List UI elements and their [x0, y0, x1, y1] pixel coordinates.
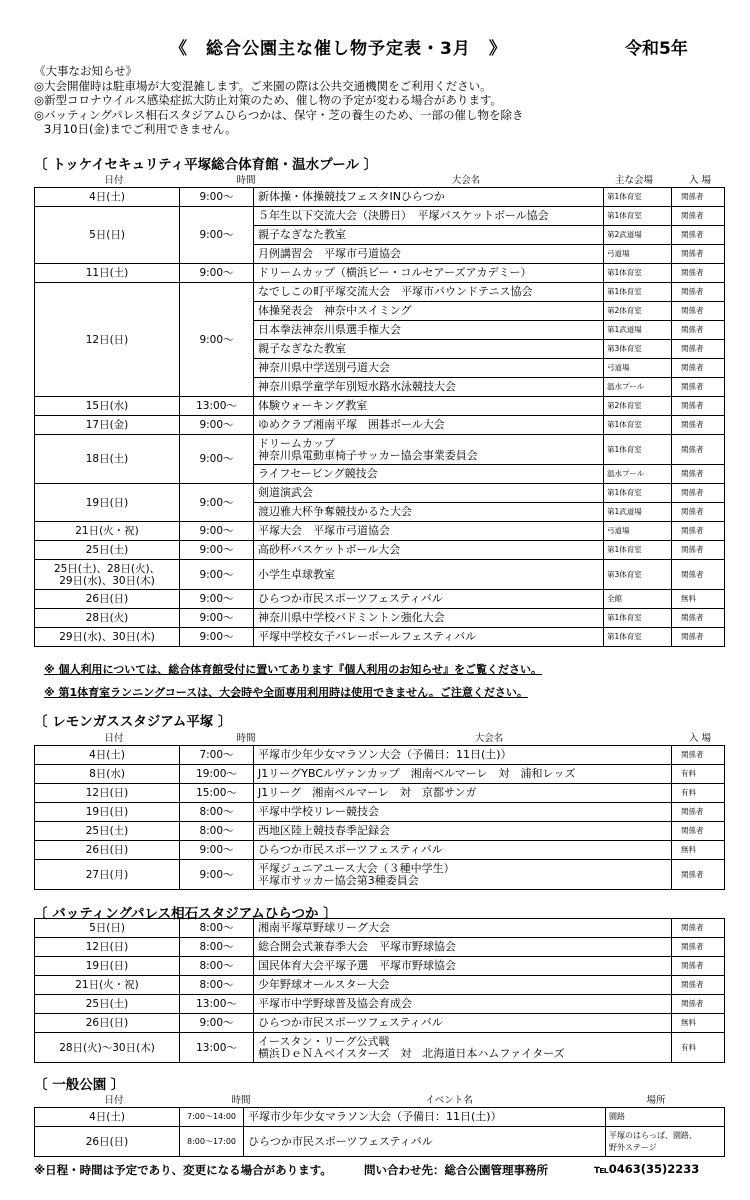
table-row	[35, 995, 725, 1014]
col-time: 時間	[231, 1095, 251, 1106]
time-cell: 8:00～	[180, 976, 254, 995]
venue-cell: 第2体育室	[604, 302, 672, 321]
col-event: イベント名	[425, 1095, 473, 1106]
event-name-cell: 体験ウォーキング教室	[254, 397, 604, 416]
admission-cell: 関係者	[672, 995, 725, 1014]
venue-cell: 第1体育室	[604, 283, 672, 302]
admission-cell: 関係者	[672, 321, 725, 340]
date-cell: 18日(土)	[35, 435, 180, 484]
time-cell: 9:00～	[180, 560, 254, 590]
gym-schedule-table	[34, 187, 725, 647]
title-bar	[0, 34, 750, 58]
event-name-cell: 神奈川県中学送別弓道大会	[254, 359, 604, 378]
col-event: 大会名	[451, 175, 481, 186]
time-cell: 9:00～	[180, 541, 254, 560]
event-name-cell: ゆめクラブ湘南平塚 囲碁ボール大会	[254, 416, 604, 435]
event-name-cell: 平塚ジュニアユース大会（３種中学生） 平塚市サッカー協会第3種委員会	[254, 860, 672, 890]
table-row	[35, 560, 725, 590]
admission-cell: 関係者	[672, 522, 725, 541]
date-cell: 26日(日)	[35, 1014, 180, 1033]
table-row	[35, 188, 725, 207]
date-cell: 19日(日)	[35, 957, 180, 976]
venue-cell: 第1体育室	[604, 264, 672, 283]
date-cell: 8日(水)	[35, 765, 180, 784]
event-name-cell: 新体操・体操競技フェスタINひらつか	[254, 188, 604, 207]
notice-line: ◎大会開催時は駐車場が大変混雑します。ご来園の際は公共交通機関をご利用ください。	[34, 78, 492, 93]
notice-line: ◎バッティングパレス相石スタジアムひらつかは、保守・芝の養生のため、一部の催し物を除き	[34, 107, 524, 122]
table-row	[35, 1108, 725, 1127]
admission-cell: 関係者	[672, 264, 725, 283]
venue-cell: 第2武道場	[604, 226, 672, 245]
admission-cell: 有料	[672, 1033, 725, 1063]
lemon-schedule-table	[34, 745, 725, 890]
time-cell: 9:00～	[180, 841, 254, 860]
event-name-cell: 湘南平塚草野球リーグ大会	[254, 919, 672, 938]
col-admission: 入 場	[688, 175, 712, 186]
venue-cell: 第1体育室	[604, 609, 672, 628]
table-row	[35, 1127, 725, 1157]
footer-tel: ℡0463(35)2233	[594, 1162, 700, 1176]
table-row	[35, 765, 725, 784]
date-cell: 25日(土)	[35, 541, 180, 560]
admission-cell: 関係者	[672, 628, 725, 647]
venue-cell: 第1体育室	[604, 541, 672, 560]
event-name-cell: 日本拳法神奈川県選手権大会	[254, 321, 604, 340]
venue-cell: 第1体育室	[604, 484, 672, 503]
table-row	[35, 919, 725, 938]
time-cell: 8:00～	[180, 938, 254, 957]
date-cell: 12日(日)	[35, 283, 180, 397]
time-cell: 9:00～	[180, 264, 254, 283]
admission-cell: 関係者	[672, 609, 725, 628]
time-cell: 9:00～	[180, 435, 254, 484]
event-name-cell: 少年野球オールスター大会	[254, 976, 672, 995]
event-name-cell: ひらつか市民スポーツフェスティバル	[254, 1014, 672, 1033]
event-name-cell: 平塚市少年少女マラソン大会（予備日：11日(土)）	[254, 746, 672, 765]
table-row	[35, 822, 725, 841]
venue-cell: 第3体育室	[604, 560, 672, 590]
admission-cell: 関係者	[672, 416, 725, 435]
table-row	[35, 590, 725, 609]
admission-cell: 関係者	[672, 465, 725, 484]
gym-note-2: ※ 第1体育室ランニングコースは、大会時や全面専用利用時は使用できません。ご注意ください。	[44, 686, 528, 699]
park-schedule-table	[34, 1107, 725, 1157]
footer-contact: 問い合わせ先：総合公園管理事務所	[364, 1163, 548, 1177]
admission-cell: 関係者	[672, 560, 725, 590]
col-time: 時間	[236, 733, 256, 744]
time-cell: 13:00～	[180, 995, 254, 1014]
table-row	[35, 976, 725, 995]
event-name-cell: 小学生卓球教室	[254, 560, 604, 590]
admission-cell: 関係者	[672, 503, 725, 522]
time-cell: 9:00～	[180, 283, 254, 397]
venue-cell: 温水プール	[604, 465, 672, 484]
time-cell: 9:00～	[180, 590, 254, 609]
lemon-section-heading: 〔 レモンガススタジアム平塚 〕	[34, 714, 232, 730]
col-date: 日付	[104, 1095, 124, 1106]
time-cell: 19:00～	[180, 765, 254, 784]
col-event: 大会名	[474, 733, 504, 744]
time-cell: 9:00～	[180, 1014, 254, 1033]
venue-cell: 第1体育室	[604, 628, 672, 647]
admission-cell: 関係者	[672, 359, 725, 378]
date-cell: 25日(土)	[35, 995, 180, 1014]
event-name-cell: 平塚市少年少女マラソン大会（予備日：11日(土)）	[244, 1108, 606, 1127]
table-row	[35, 207, 725, 226]
event-name-cell: 月例講習会 平塚市弓道協会	[254, 245, 604, 264]
table-row	[35, 1014, 725, 1033]
place-cell: 平塚のはらっぱ、園路、 野外ステージ	[606, 1127, 725, 1157]
date-cell: 15日(水)	[35, 397, 180, 416]
date-cell: 4日(土)	[35, 746, 180, 765]
footer-note: ※日程・時間は予定であり、変更になる場合があります。	[34, 1163, 332, 1177]
event-name-cell: ドリームカップ 神奈川県電動車椅子サッカー協会事業委員会	[254, 435, 604, 465]
table-row	[35, 484, 725, 503]
table-row	[35, 746, 725, 765]
date-cell: 29日(水)、30日(木)	[35, 628, 180, 647]
event-name-cell: 国民体育大会平塚予選 平塚市野球協会	[254, 957, 672, 976]
venue-cell: 第1体育室	[604, 416, 672, 435]
time-cell: 7:00～14:00	[180, 1108, 244, 1127]
col-admission: 入 場	[688, 733, 712, 744]
date-cell: 21日(火・祝)	[35, 522, 180, 541]
page-title: 《 総合公園主な催し物予定表・3月 》	[170, 39, 507, 59]
venue-cell: 第3体育室	[604, 340, 672, 359]
venue-cell: 第1体育室	[604, 435, 672, 465]
admission-cell: 関係者	[672, 226, 725, 245]
admission-cell: 関係者	[672, 822, 725, 841]
date-cell: 5日(日)	[35, 919, 180, 938]
event-name-cell: 総合開会式兼春季大会 平塚市野球協会	[254, 938, 672, 957]
admission-cell: 関係者	[672, 976, 725, 995]
admission-cell: 関係者	[672, 378, 725, 397]
venue-cell: 弓道場	[604, 245, 672, 264]
venue-cell: 第1体育室	[604, 207, 672, 226]
time-cell: 9:00～	[180, 484, 254, 522]
venue-cell: 弓道場	[604, 522, 672, 541]
col-place: 場所	[646, 1095, 666, 1106]
time-cell: 9:00～	[180, 609, 254, 628]
table-row	[35, 283, 725, 302]
event-name-cell: ひらつか市民スポーツフェスティバル	[254, 590, 604, 609]
admission-cell: 関係者	[672, 919, 725, 938]
admission-cell: 関係者	[672, 283, 725, 302]
admission-cell: 関係者	[672, 340, 725, 359]
time-cell: 9:00～	[180, 522, 254, 541]
venue-cell: 弓道場	[604, 359, 672, 378]
time-cell: 8:00～	[180, 919, 254, 938]
event-name-cell: ライフセービング競技会	[254, 465, 604, 484]
event-name-cell: 親子なぎなた教室	[254, 226, 604, 245]
event-name-cell: 平塚中学校リレー競技会	[254, 803, 672, 822]
table-row	[35, 628, 725, 647]
time-cell: 8:00～	[180, 822, 254, 841]
admission-cell: 関係者	[672, 188, 725, 207]
time-cell: 9:00～	[180, 628, 254, 647]
footer	[34, 1162, 700, 1178]
table-row	[35, 1033, 725, 1063]
time-cell: 13:00～	[180, 1033, 254, 1063]
event-name-cell: J1リーグ 湘南ベルマーレ 対 京都サンガ	[254, 784, 672, 803]
event-name-cell: 体操発表会 神奈中スイミング	[254, 302, 604, 321]
table-row	[35, 264, 725, 283]
venue-cell: 第1武道場	[604, 321, 672, 340]
admission-cell: 無料	[672, 1014, 725, 1033]
date-cell: 26日(日)	[35, 590, 180, 609]
admission-cell: 関係者	[672, 803, 725, 822]
time-cell: 9:00～	[180, 207, 254, 264]
admission-cell: 関係者	[672, 957, 725, 976]
date-cell: 17日(金)	[35, 416, 180, 435]
event-name-cell: 西地区陸上競技春季記録会	[254, 822, 672, 841]
time-cell: 15:00～	[180, 784, 254, 803]
table-row	[35, 841, 725, 860]
gym-section-heading: 〔 トッケイセキュリティ平塚総合体育館・温水プール 〕	[34, 157, 378, 173]
time-cell: 8:00～	[180, 957, 254, 976]
date-cell: 12日(日)	[35, 784, 180, 803]
event-name-cell: 神奈川県中学校バドミントン強化大会	[254, 609, 604, 628]
admission-cell: 関係者	[672, 435, 725, 465]
event-name-cell: イースタン・リーグ公式戦 横浜ＤｅＮＡベイスターズ 対 北海道日本ハムファイターズ	[254, 1033, 672, 1063]
table-row	[35, 435, 725, 465]
time-cell: 13:00～	[180, 397, 254, 416]
gym-note-1: ※ 個人利用については、総合体育館受付に置いてあります『個人利用のお知らせ』をご覧ください。	[44, 663, 542, 676]
era-label: 令和5年	[625, 39, 688, 59]
admission-cell: 有料	[672, 784, 725, 803]
event-name-cell: 高砂杯バスケットボール大会	[254, 541, 604, 560]
col-date: 日付	[104, 175, 124, 186]
date-cell: 19日(日)	[35, 803, 180, 822]
place-cell: 園路	[606, 1108, 725, 1127]
date-cell: 4日(土)	[35, 188, 180, 207]
table-row	[35, 860, 725, 890]
important-notice	[34, 64, 734, 137]
date-cell: 21日(火・祝)	[35, 976, 180, 995]
event-name-cell: 剣道演武会	[254, 484, 604, 503]
admission-cell: 関係者	[672, 484, 725, 503]
admission-cell: 関係者	[672, 746, 725, 765]
batting-schedule-table	[34, 918, 725, 1063]
venue-cell: 第1体育室	[604, 188, 672, 207]
date-cell: 4日(土)	[35, 1108, 180, 1127]
admission-cell: 関係者	[672, 541, 725, 560]
table-row	[35, 957, 725, 976]
venue-cell: 温水プール	[604, 378, 672, 397]
date-cell: 25日(土)、28日(火)、 29日(水)、30日(木)	[35, 560, 180, 590]
admission-cell: 有料	[672, 765, 725, 784]
col-venue: 主な会場	[614, 175, 654, 186]
time-cell: 9:00～	[180, 416, 254, 435]
date-cell: 26日(日)	[35, 841, 180, 860]
event-name-cell: ５年生以下交流大会（決勝日） 平塚バスケットボール協会	[254, 207, 604, 226]
table-row	[35, 416, 725, 435]
date-cell: 27日(月)	[35, 860, 180, 890]
event-name-cell: 平塚中学校女子バレーボールフェスティバル	[254, 628, 604, 647]
venue-cell: 第2体育室	[604, 397, 672, 416]
admission-cell: 関係者	[672, 397, 725, 416]
table-row	[35, 803, 725, 822]
time-cell: 9:00～	[180, 860, 254, 890]
date-cell: 26日(日)	[35, 1127, 180, 1157]
date-cell: 25日(土)	[35, 822, 180, 841]
time-cell: 8:00～17:00	[180, 1127, 244, 1157]
date-cell: 11日(土)	[35, 264, 180, 283]
venue-cell: 全館	[604, 590, 672, 609]
event-name-cell: 渡辺雅大杯争奪競技かるた大会	[254, 503, 604, 522]
date-cell: 12日(日)	[35, 938, 180, 957]
admission-cell: 関係者	[672, 207, 725, 226]
admission-cell: 無料	[672, 590, 725, 609]
table-row	[35, 397, 725, 416]
admission-cell: 無料	[672, 841, 725, 860]
event-name-cell: ひらつか市民スポーツフェスティバル	[254, 841, 672, 860]
event-name-cell: 平塚大会 平塚市弓道協会	[254, 522, 604, 541]
event-name-cell: ドリームカップ（横浜ビー・コルセアーズアカデミー）	[254, 264, 604, 283]
event-name-cell: 平塚市中学野球普及協会育成会	[254, 995, 672, 1014]
date-cell: 28日(火)	[35, 609, 180, 628]
admission-cell: 関係者	[672, 245, 725, 264]
date-cell: 19日(日)	[35, 484, 180, 522]
admission-cell: 関係者	[672, 938, 725, 957]
date-cell: 5日(日)	[35, 207, 180, 264]
table-row	[35, 522, 725, 541]
event-name-cell: 神奈川県学童学年別短水路水泳競技大会	[254, 378, 604, 397]
event-name-cell: なでしこの町平塚交流大会 平塚市バウンドテニス協会	[254, 283, 604, 302]
time-cell: 8:00～	[180, 803, 254, 822]
col-date: 日付	[104, 733, 124, 744]
event-name-cell: J1リーグYBCルヴァンカップ 湘南ベルマーレ 対 浦和レッズ	[254, 765, 672, 784]
event-name-cell: 親子なぎなた教室	[254, 340, 604, 359]
col-time: 時間	[236, 175, 256, 186]
event-name-cell: ひらつか市民スポーツフェスティバル	[244, 1127, 606, 1157]
table-row	[35, 938, 725, 957]
table-row	[35, 541, 725, 560]
table-row	[35, 609, 725, 628]
table-row	[35, 784, 725, 803]
notice-heading: 《大事なお知らせ》	[34, 64, 138, 78]
batting-section-heading: 〔 バッティングパレス相石スタジアムひらつか 〕	[34, 906, 337, 922]
time-cell: 9:00～	[180, 188, 254, 207]
admission-cell: 関係者	[672, 860, 725, 890]
time-cell: 7:00～	[180, 746, 254, 765]
date-cell: 28日(火)～30日(木)	[35, 1033, 180, 1063]
notice-line: ◎新型コロナウイルス感染症拡大防止対策のため、催し物の予定が変わる場合があります。	[34, 93, 502, 107]
park-section-heading: 〔 一般公園 〕	[34, 1077, 125, 1093]
admission-cell: 関係者	[672, 302, 725, 321]
notice-line: 3月10日(金)までご利用できません。	[44, 122, 237, 136]
venue-cell: 第1武道場	[604, 503, 672, 522]
